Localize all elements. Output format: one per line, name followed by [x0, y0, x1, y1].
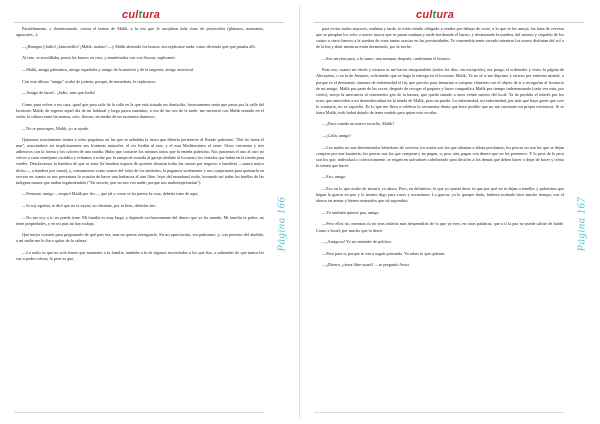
cultura-logo	[122, 9, 160, 21]
logo-part-1: cul	[416, 9, 433, 21]
page-number-right	[574, 196, 590, 252]
paragraph: —¿Para cuándo un nuevo escache, Malik?	[322, 121, 395, 127]
logo-part-3: ura	[436, 9, 455, 21]
paragraph: —Eso serviría para, a lo sumo, una semana; después, cambiarían el horario.	[322, 55, 451, 61]
paragraph: —Yo también quierer paz, amigo.	[322, 209, 380, 215]
logo-part-2: t	[432, 9, 437, 21]
paragraph: para evitar males mayores, mañana y tarde, te estás viendo obligado a vender por debajo de coste, a lo que se les antoja, las latas de cerveza que se pimplan los ocho o nueve moros que se pasan mañana y tarde bordeando el barrio, y destestando la madera, del asiento y respaldo de los cuatro o cinco bancos a la sombra de otras tantas acacias en las proximidades. Te convendría tener cerrado mientras los moros disfrutan del sol o de la luz y abrir mientras están durmiendo, por la noche.	[316, 26, 564, 50]
paragraph: —Amigo de Israel.. ¡Judío, más que Judío!	[22, 90, 96, 96]
page-number-label: Página 166	[276, 196, 288, 252]
header-rule	[314, 22, 584, 23]
left-body-text	[16, 26, 264, 262]
left-page	[0, 0, 299, 424]
cultura-logo	[416, 9, 454, 21]
footer-rule	[14, 412, 264, 413]
paragraph: —Si soy egoísta, te diré que no te vayas; no obstante, por tu bien, deberías irte.	[22, 202, 157, 208]
paragraph: Como para volver a mi casa, igual que para salir de la calle en la que está situado mi domicilio, forzosamente tenía que pasar por la calle del locutorio Malik, de regreso aquel día de mi habitual y largo paseo matutino, a eso de las tres de la tarde, me encontré con Malik sentado en el suelo, la cabeza entre las manos, solo, lloroso, en medio de un escenario dantesco.	[16, 101, 264, 119]
paragraph: —Pero ellos no, mientras tú no seas todavía más desprendido de lo que ya eres; en otras palabras, que a ti la paz no puede salirte de balde. Como a Israel, por mucho que la desee.	[316, 221, 564, 233]
paragraph: —Los malos no son determinados bebedores de cerveza; los malos son los que alientan a falsas proclamas; los peores no son los que se dejan comprar por una baratería; los peores son los que compran y no pagan, u, peor aún, pagan con dinero que no les pertenece. Y lo peor de lo peor son los que, individual o colectivamente, se erigen en salvadores cabeloteado para decirles a los demás qué deben hacer o dejar de hacer y cómo lo tienen que hacer.	[316, 144, 564, 168]
paragraph: Con este último "amigo" acabó de jodería, porque, de inmediato, le replicaron:	[22, 78, 156, 84]
paragraph: Qué mejor ocasión para preguntarle de qué país era, mas no quería averiguarlo. En mi apreciación, era pakistano, y, con permiso del aludido, a mí nadie me lo iba a quitar de la cabeza.	[16, 232, 264, 244]
header-rule	[14, 22, 284, 23]
paragraph: —No te preocupes, Malik; yo te ayudo.	[22, 125, 90, 131]
paragraph: —Eso en lo que acabo de incurrir yo ahora. Pero, en definitiva, lo que yo quería decir es que por qué no te dejan a tenelles y palestinos que hagan la guerra en paz y lo mismo digo para rusos y ucranianos. La guerra, ya lo queque dudo, hubiera acabado hace mucho tiempo, con el ahorro en armas y bienes materiales que tal supondría.	[316, 186, 564, 204]
logo-part-3: ura	[142, 9, 161, 21]
paragraph: —Pensaste, amigo —respiró Malik por fin—, que tal y como se ha puesto la cosa, debería irme de aquí.	[22, 191, 199, 197]
paragraph: —¡Calla, amigo!	[322, 133, 351, 139]
page-number-left	[274, 196, 290, 252]
paragraph: —¡Amigooo! Yo no entender de política.	[322, 239, 392, 245]
paragraph: Al rato, se arrodillaba, ponía los brazos en cruz, y manifestaba con voz llorosa, suplicante:	[22, 55, 176, 61]
logo-part-2: t	[138, 9, 143, 21]
paragraph: Paralelamente, y desentonando, contra el bueno de Malik, a la vez que le arrojaban toda clase de proyectiles (plátanos, manzanas, aguacates...):	[16, 26, 264, 38]
paragraph: —Peor para ti, porque te van a seguir puteando. Ya sabes lo que quieren.	[322, 250, 446, 256]
paragraph: Quitamos exactamente treinta y ocho pegatinas en las que se señalaba la tierra que debería pertenecer al Estado palestino. "Del río hasta el mar", marcándose así implícitamente sus fronteras naturales: el río Jordán al este, y el mar Mediterráneo al oeste. Otros cincuenta y tres adhesivos con la forma y los colores de una sandía. Hubo que contarse los mismos tonos que la enseña palestina. Nos juntamos el uno al otro no volver a catar semejante curtidito y echamos a rodar por la rampa de entrada al garaje aledaño al locutorio los vertidos que había en la tienda para vender. Desclavamos la bandera de que se trata (la bandera espuria de quienes abrazan todas las causas por negocio o bandería —nunca mejor dicho—, a bandera por causa), y, consumimos como somos del valor de los símbolos, la pegamos sosfemente y nos conjuramos para quemarla en secreto en cuanto se nos presentara la ocasión de hacer una barbacoa al aire libre, lejos del mundanal ruido, borrando así todas las huellas de las indignas manos que andan esgrimiéndola ("En secreto, que no nos vea nadie, porque nos malinterpretarían").	[16, 137, 264, 185]
footer-rule	[314, 412, 564, 413]
logo-part-1: cul	[122, 9, 139, 21]
paragraph: —¡Renegao!¡Judío! ¡Jamonófilo! ¡Malik, malato! —y Malik abriendo los brazos, sin explicarse nada, como diciendo qué qué pasaba allí.	[22, 43, 256, 49]
paragraph: —Malik, amigo palestinos, amigo españoles y amigo de la morería y de la negrería; amigo universal.	[22, 66, 194, 72]
right-body-text	[316, 26, 564, 268]
paragraph: —Lo malo es que no solo tienes que mantener a tu familia, también a la de algunos necesitados a los que fías, a sabiendas de que nunca les vas a poder cobrar; lo peor es que,	[16, 249, 264, 261]
right-page	[300, 0, 599, 424]
paragraph: Puas eso, cuanto mi estrés y tristeza se me hacen insoportables (todos los días, sin excepción), me pongo al ordenador y visito la página de Aliexpress, o en la de Amazon, solicitando que se haga la entrega en el locutorio Malik. Ya no sé si me deprimo y estreso por enfermo mental, o porque es el detonante, síntoma de enfermedad el fin, que preciso para lanzarme a comprar chinerías con el objeto de ir a recogerlas al locutorio de mi amigo. Malik por parte de las veces, después de recoger el paquete y hacer compañía a Malik por tiempo indeterminado (cada vez más, por cierto), arrojo la mercancía al contenedor gris de la basura, que queda situado a unos veinte metros del local. Ya he perdido el interés por los actos que anteceden a mi desembocadura en la tienda de Malik, pero no puedo. La enfermedad, mi enfermedad, por más que haya gente que cree lo contrario, no es capricho. Es lo que me lleva a celebrar la ceremonia diaria que hace posible que no me cuestione mi propia existencia. Si se fuera Malik, todo habrá dejado de tener sentido para quien esto escribe.	[316, 67, 564, 115]
paragraph: —No me voy a ir; no puedo irme. Mi familia es muy larga, y depende exclusivamente del dinero que yo les mando. Mi familia es pobre, no tiene propiedades, y en mi país no hay trabajo.	[16, 214, 264, 226]
paragraph: —Eso, amigo.	[322, 174, 347, 180]
page-number-label: Página 167	[576, 196, 588, 252]
paragraph: —¿Dinero, ¡tierra libre quizá? —se preguntó Aussi.	[322, 262, 411, 268]
